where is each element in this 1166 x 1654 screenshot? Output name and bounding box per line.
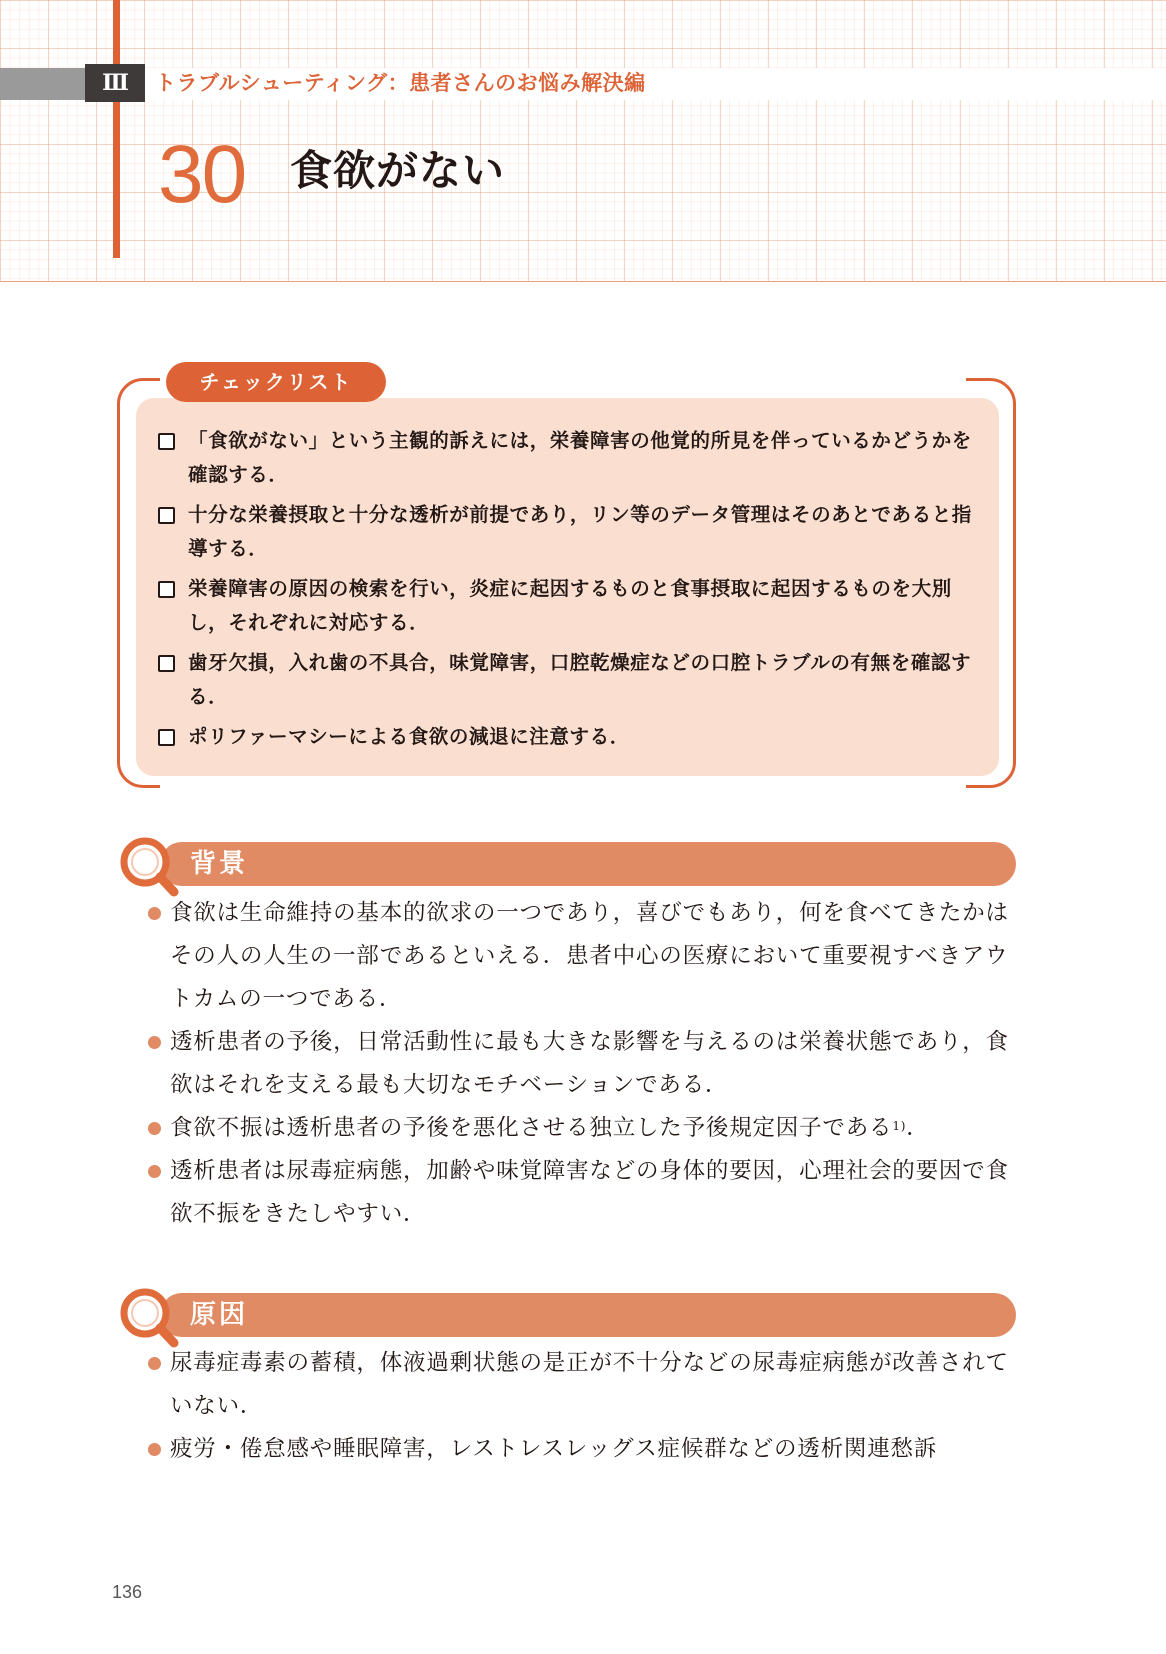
header-accent-line <box>113 0 120 258</box>
bullet-icon <box>148 1122 161 1135</box>
list-item: 尿毒症毒素の蓄積，体液過剰状態の是正が不十分などの尿毒症病態が改善されていない． <box>146 1342 1016 1428</box>
checklist-item: ポリファーマシーによる食欲の減退に注意する． <box>158 720 986 754</box>
causes-heading: 原因 <box>190 1300 249 1330</box>
chapter-number: Ⅲ <box>85 64 145 102</box>
bullet-icon <box>148 1036 161 1049</box>
background-section-header <box>118 836 1016 898</box>
causes-section-header <box>118 1287 1016 1349</box>
checkbox-icon[interactable] <box>158 507 175 524</box>
background-heading-bar <box>160 842 1016 886</box>
background-heading: 背景 <box>190 849 249 879</box>
page-number: 136 <box>112 1582 143 1602</box>
causes-list <box>146 1342 1016 1471</box>
checkbox-icon[interactable] <box>158 433 175 450</box>
list-item: 食欲不振は透析患者の予後を悪化させる独立した予後規定因子である$^{1)}$． <box>146 1107 1016 1150</box>
bullet-icon <box>148 1443 161 1456</box>
checklist-item: 十分な栄養摂取と十分な透析が前提であり，リン等のデータ管理はそのあとであると指導する． <box>158 498 986 566</box>
checklist-item: 栄養障害の原因の検索を行い，炎症に起因するものと食事摂取に起因するものを大別し，それぞれに対応する． <box>158 572 986 640</box>
bullet-icon <box>148 907 161 920</box>
chapter-title: トラブルシューティング：患者さんのお悩み解決編 <box>155 71 646 95</box>
list-item: 透析患者は尿毒症病態，加齢や味覚障害などの身体的要因，心理社会的要因で食欲不振をきたしやすい． <box>146 1150 1016 1236</box>
bullet-icon <box>148 1357 161 1370</box>
page-title: 食欲がない <box>290 146 506 195</box>
section-number: 30 <box>158 129 246 220</box>
list-item: 透析患者の予後，日常活動性に最も大きな影響を与えるのは栄養状態であり，食欲はそれを支える最も大切なモチベーションである． <box>146 1021 1016 1107</box>
checkbox-icon[interactable] <box>158 655 175 672</box>
causes-heading-bar <box>160 1293 1016 1337</box>
checklist-item: 歯牙欠損，入れ歯の不具合，味覚障害，口腔乾燥症などの口腔トラブルの有無を確認する． <box>158 646 986 714</box>
checkbox-icon[interactable] <box>158 581 175 598</box>
checklist <box>158 424 986 760</box>
checklist-item: 「食欲がない」という主観的訴えには，栄養障害の他覚的所見を伴っているかどうかを確認する． <box>158 424 986 492</box>
bullet-icon <box>148 1165 161 1178</box>
magnifier-icon <box>118 836 188 900</box>
checkbox-icon[interactable] <box>158 729 175 746</box>
background-list <box>146 892 1016 1236</box>
list-item: 食欲は生命維持の基本的欲求の一つであり，喜びでもあり，何を食べてきたかはその人の人生の一部であるといえる．患者中心の医療において重要視すべきアウトカムの一つである． <box>146 892 1016 1021</box>
reference-superscript: 1) <box>892 1119 907 1133</box>
checklist-label: チェックリスト <box>166 362 386 402</box>
list-item: 疲労・倦怠感や睡眠障害，レストレスレッグス症候群などの透析関連愁訴 <box>146 1428 1016 1471</box>
